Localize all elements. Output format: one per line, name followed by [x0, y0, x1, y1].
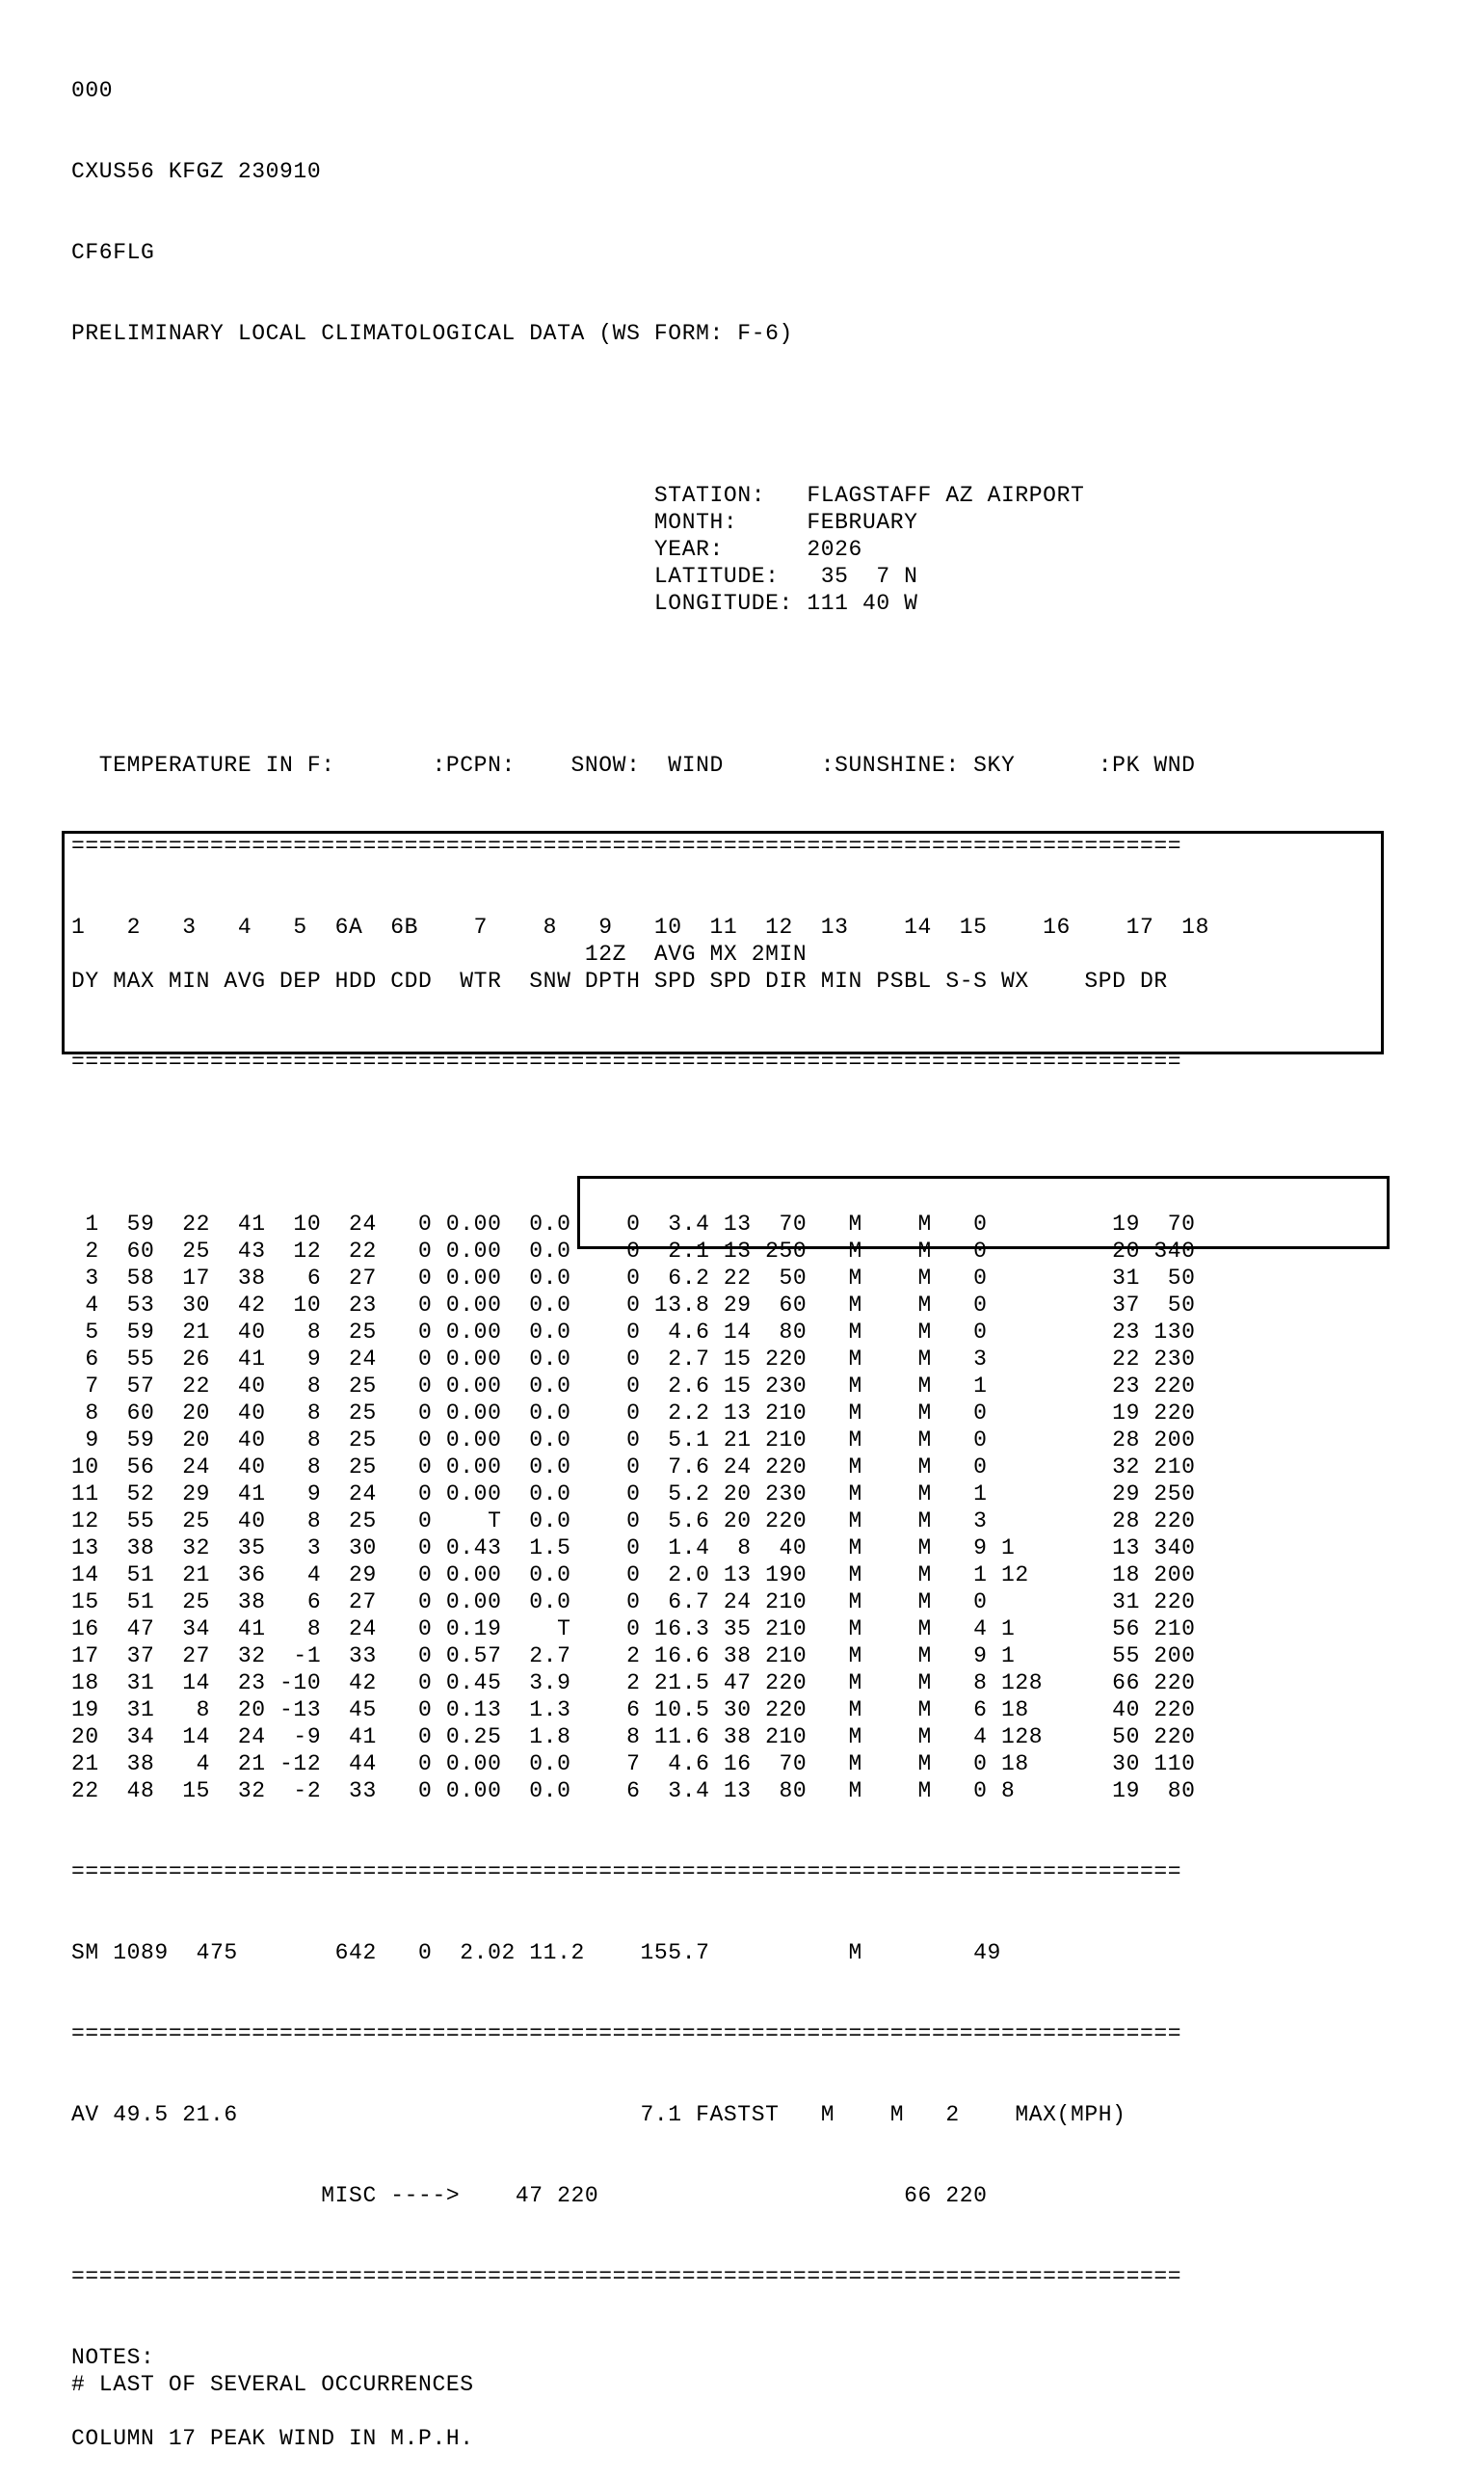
note-line	[71, 2398, 1209, 2425]
table-row: 11 52 29 41 9 24 0 0.00 0.0 0 5.2 20 230 M M 1 29 250	[71, 1481, 1196, 1506]
note-line: NOTES:	[71, 2345, 155, 2370]
blank-line	[71, 1130, 1209, 1157]
section-header: TEMPERATURE IN F: :PCPN: SNOW: WIND :SUNSHINE: SKY :PK WND	[71, 753, 1196, 778]
notes-block	[71, 2344, 1209, 2452]
note-line: # LAST OF SEVERAL OCCURRENCES	[71, 2372, 474, 2397]
column-header-line: 12Z AVG MX 2MIN	[71, 942, 808, 967]
table-row: 17 37 27 32 -1 33 0 0.57 2.7 2 16.6 38 210 M M 9 1 55 200	[71, 1643, 1196, 1668]
table-row: 13 38 32 35 3 30 0 0.43 1.5 0 1.4 8 40 M M 9 1 13 340	[71, 1535, 1196, 1560]
station-info-label: LONGITUDE:	[653, 591, 808, 616]
station-info-label: MONTH:	[653, 510, 808, 535]
separator: ================================================================================	[71, 1859, 1182, 1884]
table-row: 14 51 21 36 4 29 0 0.00 0.0 0 2.0 13 190 M M 1 12 18 200	[71, 1562, 1196, 1587]
table-row: 12 55 25 40 8 25 0 T 0.0 0 5.6 20 220 M M 3 28 220	[71, 1508, 1196, 1533]
table-row: 1 59 22 41 10 24 0 0.00 0.0 0 3.4 13 70 M M 0 19 70	[71, 1212, 1196, 1237]
table-row: 10 56 24 40 8 25 0 0.00 0.0 0 7.6 24 220 M M 0 32 210	[71, 1454, 1196, 1479]
separator: ================================================================================	[71, 2021, 1182, 2046]
table-row: 5 59 21 40 8 25 0 0.00 0.0 0 4.6 14 80 M M 0 23 130	[71, 1319, 1196, 1345]
station-info-line	[71, 563, 1209, 590]
table-row: 6 55 26 41 9 24 0 0.00 0.0 0 2.7 15 220 M M 3 22 230	[71, 1346, 1196, 1372]
station-info-line	[71, 590, 1209, 617]
station-info-line	[71, 509, 1209, 536]
misc-row: MISC ----> 47 220 66 220	[71, 2183, 988, 2208]
station-info-value: FLAGSTAFF AZ AIRPORT	[807, 483, 1085, 508]
table-row: 8 60 20 40 8 25 0 0.00 0.0 0 2.2 13 210 M M 0 19 220	[71, 1400, 1196, 1426]
f6-report	[71, 23, 1209, 2479]
table-row: 19 31 8 20 -13 45 0 0.13 1.3 6 10.5 30 220 M M 6 18 40 220	[71, 1697, 1196, 1722]
table-row: 20 34 14 24 -9 41 0 0.25 1.8 8 11.6 38 210 M M 4 128 50 220	[71, 1724, 1196, 1749]
table-row: 21 38 4 21 -12 44 0 0.00 0.0 7 4.6 16 70 M M 0 18 30 110	[71, 1751, 1196, 1776]
product-id: CF6FLG	[71, 240, 155, 265]
column-headers	[71, 914, 1209, 995]
separator: ================================================================================	[71, 2264, 1182, 2289]
column-header-line: DY MAX MIN AVG DEP HDD CDD WTR SNW DPTH SPD SPD DIR MIN PSBL S-S WX SPD DR	[71, 969, 1168, 994]
table-row: 2 60 25 43 12 22 0 0.00 0.0 0 2.1 13 250 M M 0 20 340	[71, 1239, 1196, 1264]
daily-data-table	[71, 1211, 1209, 1804]
station-info-label: LATITUDE:	[653, 564, 808, 589]
station-info-line	[71, 536, 1209, 563]
table-row: 16 47 34 41 8 24 0 0.19 T 0 16.3 35 210 M M 4 1 56 210	[71, 1616, 1196, 1641]
note-line: COLUMN 17 PEAK WIND IN M.P.H.	[71, 2426, 474, 2451]
report-title: PRELIMINARY LOCAL CLIMATOLOGICAL DATA (WS FORM: F-6)	[71, 321, 793, 346]
table-row: 15 51 25 38 6 27 0 0.00 0.0 0 6.7 24 210 M M 0 31 220	[71, 1589, 1196, 1614]
station-info-line	[71, 482, 1209, 509]
blank-line	[71, 671, 1209, 698]
station-info-block	[71, 482, 1209, 617]
blank-line	[71, 401, 1209, 428]
average-row: AV 49.5 21.6 7.1 FASTST M M 2 MAX(MPH)	[71, 2102, 1126, 2127]
table-row: 4 53 30 42 10 23 0 0.00 0.0 0 13.8 29 60 M M 0 37 50	[71, 1293, 1196, 1318]
column-header-line: 1 2 3 4 5 6A 6B 7 8 9 10 11 12 13 14 15 16 17 18	[71, 915, 1209, 940]
sum-row: SM 1089 475 642 0 2.02 11.2 155.7 M 49	[71, 1940, 1001, 1965]
table-row: 18 31 14 23 -10 42 0 0.45 3.9 2 21.5 47 220 M M 8 128 66 220	[71, 1670, 1196, 1695]
separator: ================================================================================	[71, 834, 1182, 859]
station-info-label: YEAR:	[653, 537, 808, 562]
table-row: 9 59 20 40 8 25 0 0.00 0.0 0 5.1 21 210 M M 0 28 200	[71, 1427, 1196, 1453]
station-info-value: 2026	[807, 537, 862, 562]
station-info-value: FEBRUARY	[807, 510, 918, 535]
station-info-value: 111 40 W	[807, 591, 918, 616]
station-info-label: STATION:	[653, 483, 808, 508]
station-info-value: 35 7 N	[807, 564, 918, 589]
wmo-header: CXUS56 KFGZ 230910	[71, 159, 322, 184]
table-row: 7 57 22 40 8 25 0 0.00 0.0 0 2.6 15 230 M M 1 23 220	[71, 1373, 1196, 1399]
product-code: 000	[71, 78, 114, 103]
separator: ================================================================================	[71, 1050, 1182, 1075]
table-row: 22 48 15 32 -2 33 0 0.00 0.0 6 3.4 13 80 M M 0 8 19 80	[71, 1778, 1196, 1803]
table-row: 3 58 17 38 6 27 0 0.00 0.0 0 6.2 22 50 M M 0 31 50	[71, 1266, 1196, 1291]
